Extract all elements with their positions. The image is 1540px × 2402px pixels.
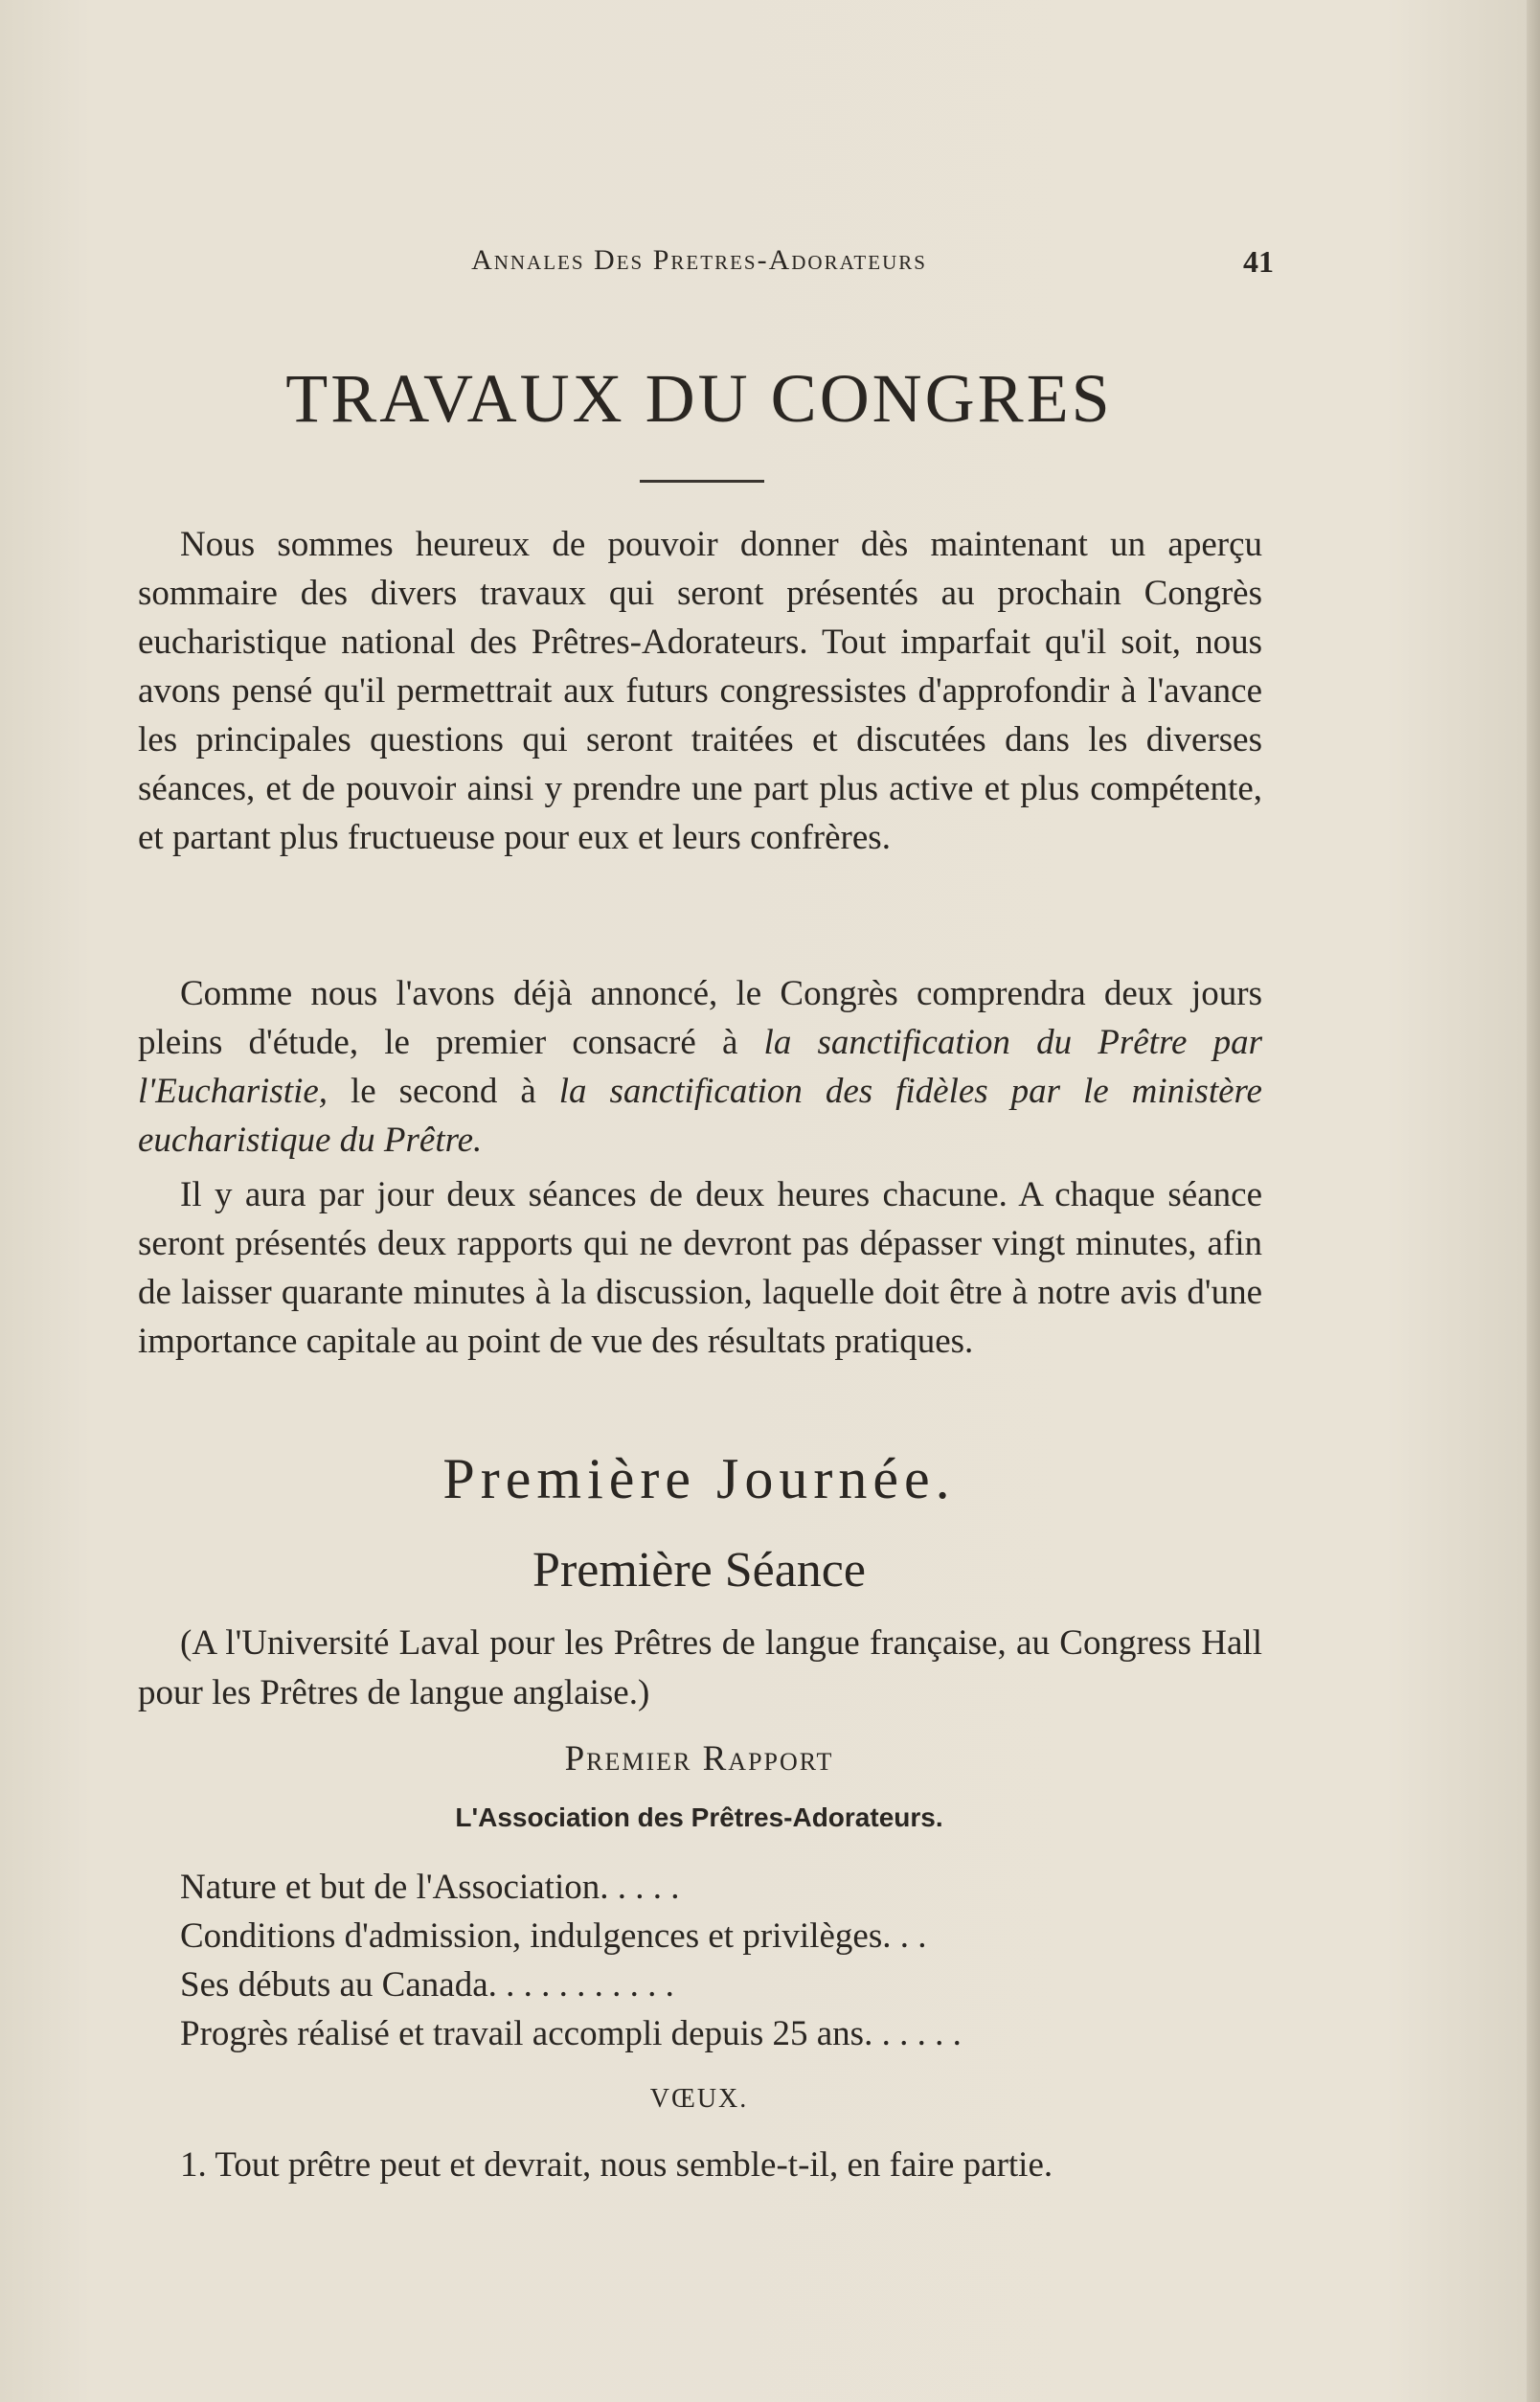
session-note bbox=[138, 1619, 1262, 1718]
text-run: Comme nous l'avons déjà annoncé, le Congrès comprendra deux jours pleins d'étude, le premier consacré à bbox=[138, 974, 1262, 1062]
list-item: Ses débuts au Canada. . . . . . . . . . . bbox=[180, 1965, 674, 2005]
page-title: TRAVAUX DU CONGRES bbox=[285, 360, 1113, 437]
report-subtitle: L'Association des Prêtres-Adorateurs. bbox=[455, 1802, 943, 1832]
paragraph-text: Il y aura par jour deux séances de deux heures chacune. A chaque séance seront présentés deux rapports qui ne devront pas dépasser vingt minutes, afin de laisser quarante minutes à la discussion, laquelle doit être à notre avis d'une importance capitale au point de vue des résultats pratiques. bbox=[138, 1175, 1262, 1361]
list-item: Nature et but de l'Association. . . . . bbox=[180, 1868, 680, 1907]
paragraph-schedule bbox=[138, 1170, 1262, 1366]
list-item: Conditions d'admission, indulgences et privilèges. . . bbox=[180, 1916, 927, 1956]
paragraph-program bbox=[138, 969, 1262, 1165]
page-number: 41 bbox=[1243, 244, 1274, 279]
note-text: (A l'Université Laval pour les Prêtres de langue française, au Congress Hall pour les Prêtres de langue anglaise.) bbox=[138, 1623, 1262, 1712]
paragraph-intro bbox=[138, 520, 1262, 862]
paragraph-text bbox=[138, 969, 1262, 1165]
session-heading: Première Séance bbox=[532, 1543, 866, 1598]
title-rule bbox=[640, 480, 764, 483]
voeux-heading: VŒUX. bbox=[649, 2084, 749, 2114]
page-edge bbox=[1527, 0, 1540, 2402]
report-topics-list bbox=[180, 1863, 1234, 2058]
voeux-text: 1. Tout prêtre peut et devrait, nous semble-t-il, en faire partie. bbox=[180, 2145, 1053, 2185]
emphasis-text: la sanctification du Prêtre par l'Eucharistie, bbox=[138, 1023, 1262, 1111]
text-run: le second à bbox=[328, 1072, 559, 1111]
voeux-item bbox=[138, 2141, 1262, 2189]
paragraph-text: Nous sommes heureux de pouvoir donner dès maintenant un aperçu sommaire des divers travaux qui seront présentés au prochain Congrès eucharistique national des Prêtres-Adorateurs. Tout imparfait qu'il soit, nous avons pensé qu'il permettrait aux futurs congressistes d'approfondir à l'avance les principales questions qui seront traitées et discutées dans les diverses séances, et de pouvoir ainsi y prendre une part plus active et plus compétente, et partant plus fructueuse pour eux et leurs confrères. bbox=[138, 525, 1262, 857]
list-item: Progrès réalisé et travail accompli depuis 25 ans. . . . . . bbox=[180, 2014, 962, 2053]
emphasis-text: la sanctification des fidèles par le ministère eucharistique du Prêtre. bbox=[138, 1072, 1262, 1160]
running-header: Annales Des Pretres-Adorateurs bbox=[471, 244, 927, 276]
report-heading: Premier Rapport bbox=[564, 1739, 834, 1779]
day-heading: Première Journée. bbox=[442, 1447, 956, 1510]
